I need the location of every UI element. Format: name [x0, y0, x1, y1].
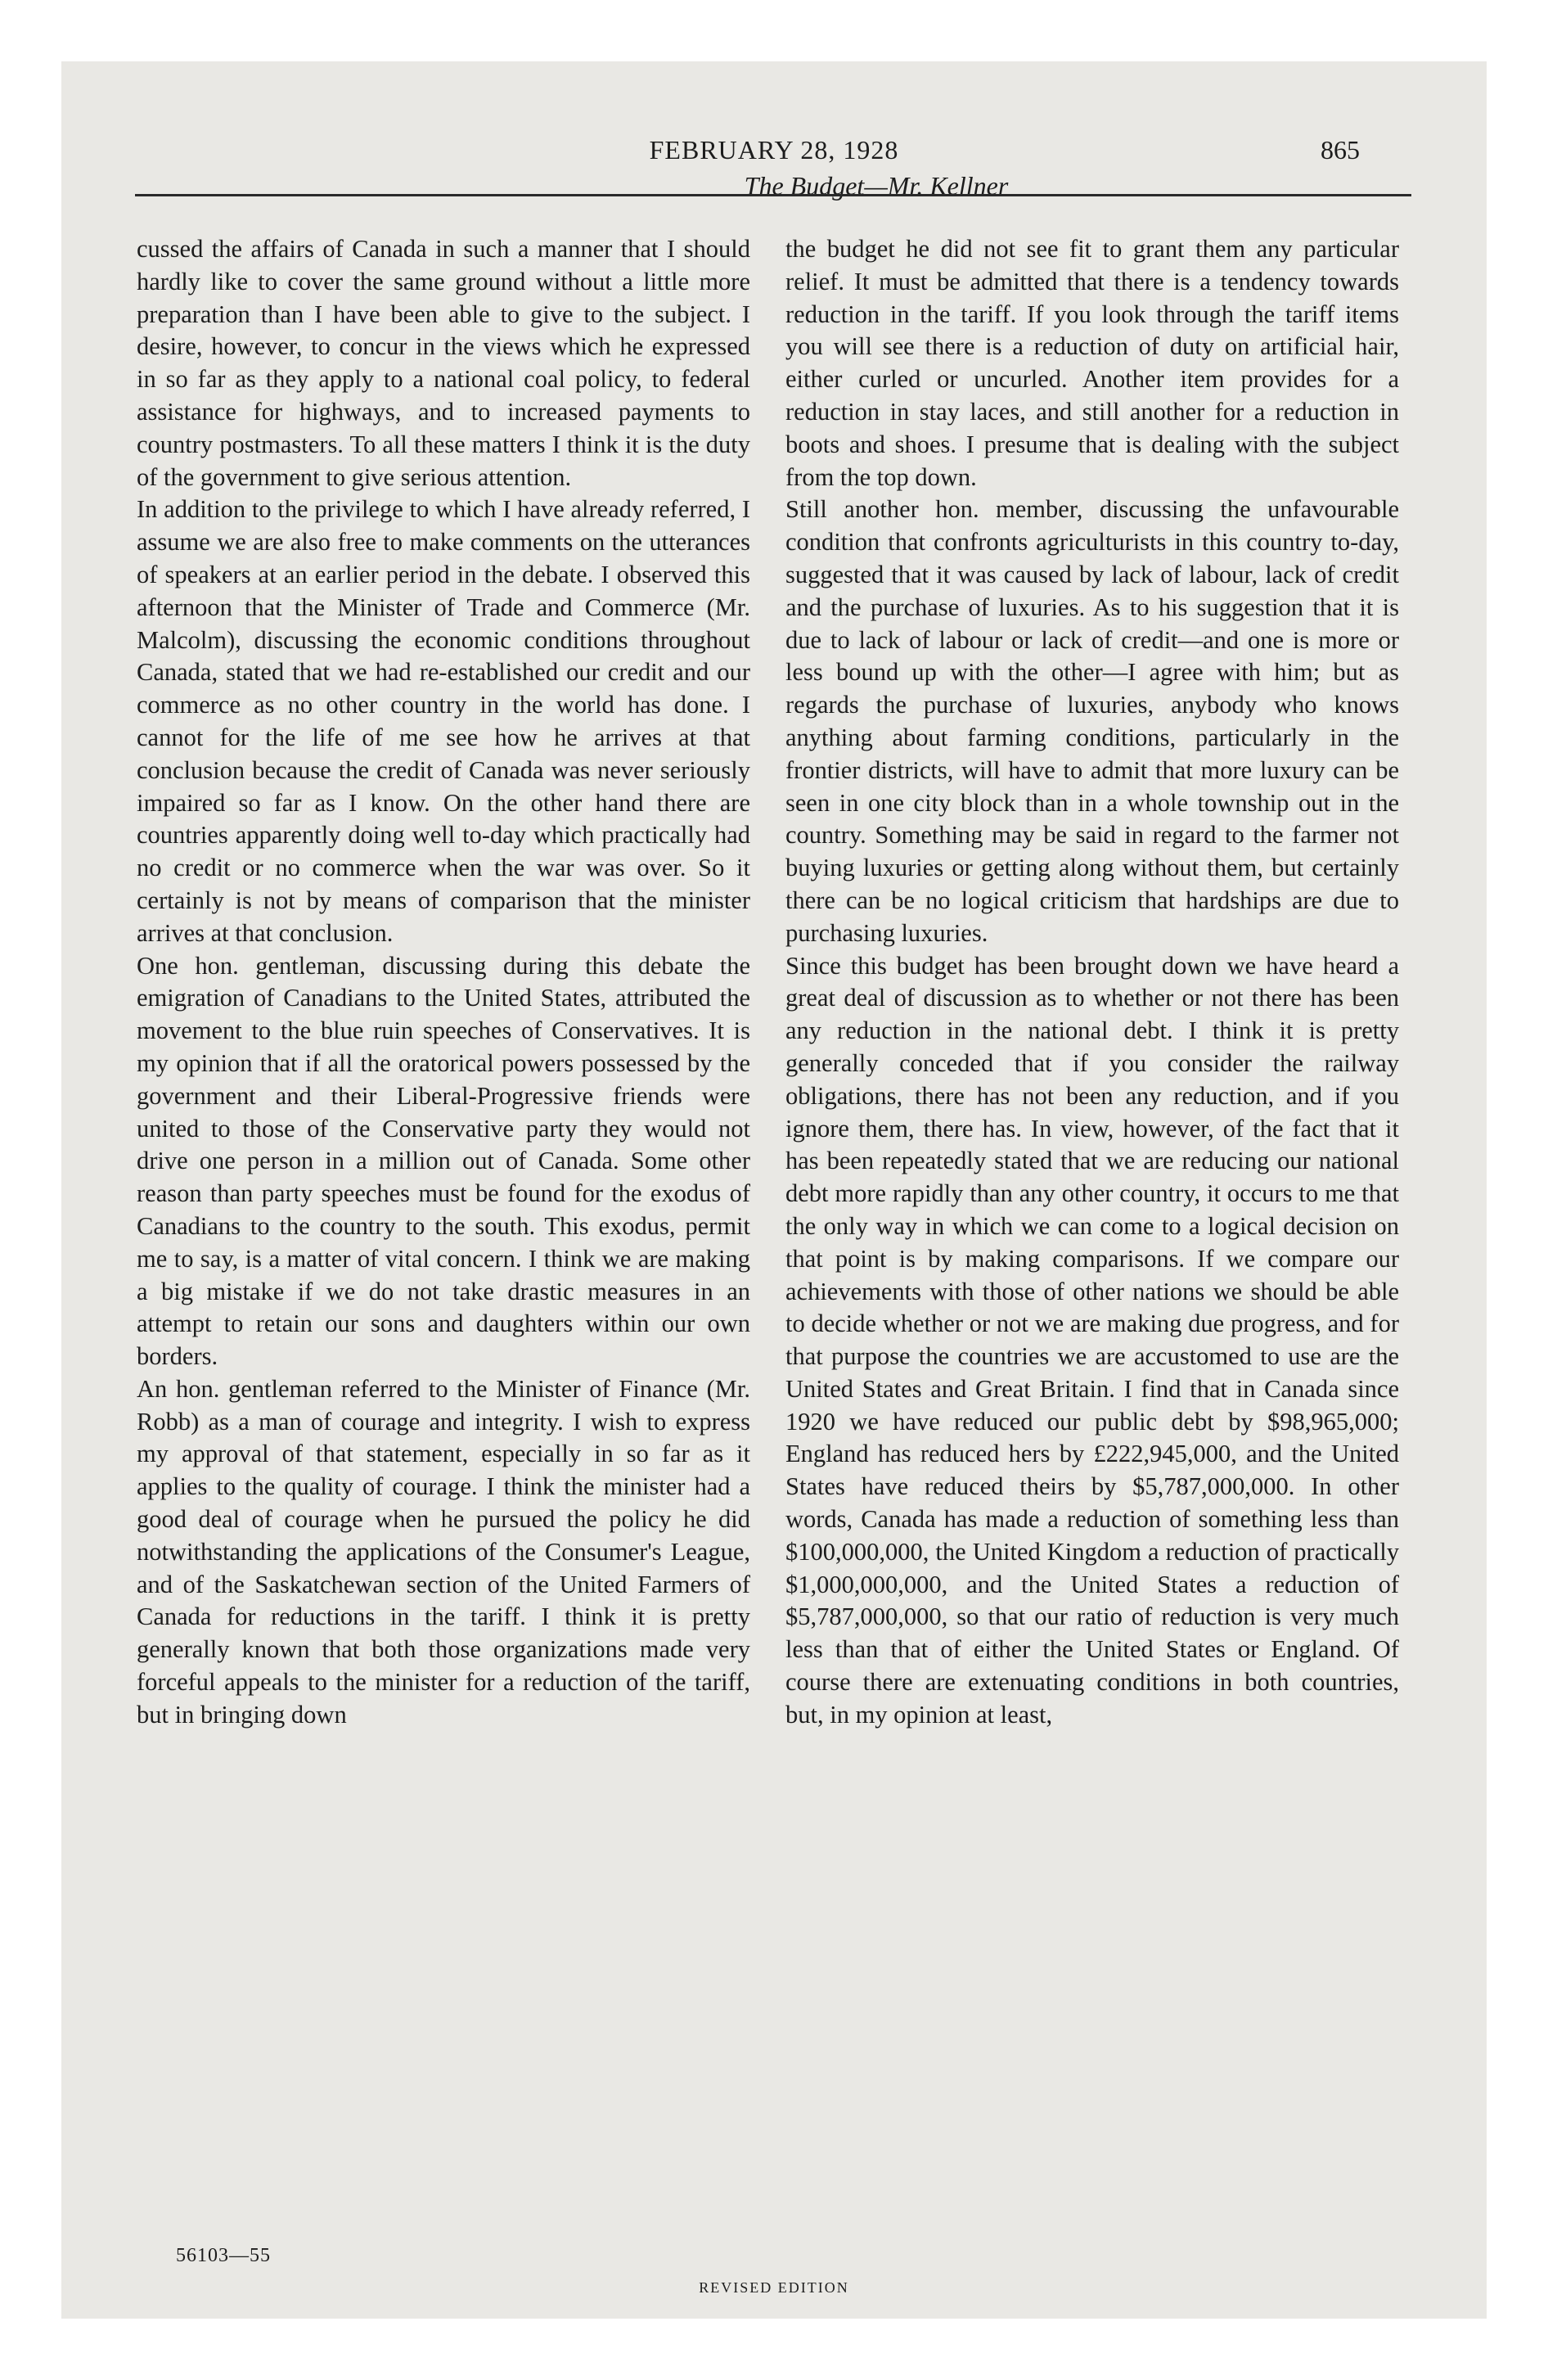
left-column	[137, 233, 750, 1732]
header-date: FEBRUARY 28, 1928	[649, 135, 899, 165]
edition-label: REVISED EDITION	[699, 2279, 849, 2296]
paragraph: In addition to the privilege to which I have already referred, I assume we are also free to make comments on the utterances of speakers at an earlier period in the debate. I observed this afternoon that the Minister of Trade and Commerce (Mr. Malcolm), discussing the economic conditions throughout Canada, stated that we had re-established our credit and our commerce as no other country in the world has done. I cannot for the life of me see how he arrives at that conclusion because the credit of Canada was never seriously impaired so far as I know. On the other hand there are countries apparently doing well to-day which practically had no credit or no commerce when the war was over. So it certainly is not by means of comparison that the minister arrives at that conclusion.	[137, 495, 750, 947]
paragraph: One hon. gentleman, discussing during this debate the emigration of Canadians to the United States, attributed the movement to the blue ruin speeches of Conservatives. It is my opinion that if all the oratorical powers possessed by the government and their Liberal-Progressive friends were united to those of the Conservative party they would not drive one person in a million out of Canada. Some other reason than party speeches must be found for the exodus of Canadians to the country to the south. This exodus, permit me to say, is a matter of vital concern. I think we are making a big mistake if we do not take drastic measures in an attempt to retain our sons and daughters within our own borders.	[137, 951, 750, 1371]
right-column	[785, 233, 1399, 1732]
header-subtitle: The Budget—Mr. Kellner	[744, 171, 1009, 201]
paragraph: cussed the affairs of Canada in such a manner that I should hardly like to cover the same ground without a little more preparation than I have been able to give to the subject. I desire, however, to concur in the views which he expressed in so far as they apply to a national coal policy, to federal assistance for highways, and to increased payments to country postmasters. To all these matters I think it is the duty of the government to give serious attention.	[137, 235, 750, 491]
paragraph: Since this budget has been brought down we have heard a great deal of discussion as to whether or not there has been any reduction in the national debt. I think it is pretty generally conceded that if you consider the railway obligations, there has not been any reduction, and if you ignore them, there has. In view, however, of the fact that it has been repeatedly stated that we are reducing our national debt more rapidly than any other country, it occurs to me that the only way in which we can come to a logical decision on that point is by making comparisons. If we compare our achievements with those of other nations we should be able to decide whether or not we are making due progress, and for that purpose the countries we are accustomed to use are the United States and Great Britain. I find that in Canada since 1920 we have reduced our public debt by $98,965,000; England has reduced hers by £222,945,000, and the United States have reduced theirs by $5,787,000,000. In other words, Canada has made a reduction of something less than $100,000,000, the United Kingdom a reduction of practically $1,000,000,000, and the United States a reduction of $5,787,000,000, so that our ratio of reduction is very much less than that of either the United States or England. Of course there are extenuating conditions in both countries, but, in my opinion at least,	[785, 951, 1399, 1729]
header-page-number: 865	[1321, 135, 1360, 165]
page-header	[61, 135, 1487, 233]
document-page	[61, 61, 1487, 2319]
signature-mark: 56103—55	[176, 2245, 271, 2266]
paragraph: the budget he did not see fit to grant them any particular relief. It must be admitted that there is a tendency towards reduction in the tariff. If you look through the tariff items you will see there is a reduction of duty on artificial hair, either curled or uncurled. Another item provides for a reduction in stay laces, and still another for a reduction in boots and shoes. I presume that is dealing with the subject from the top down.	[785, 235, 1399, 491]
paragraph: An hon. gentleman referred to the Minister of Finance (Mr. Robb) as a man of courage and integrity. I wish to express my approval of that statement, especially in so far as it applies to the quality of courage. I think the minister had a good deal of courage when he pursued the policy he did notwithstanding the applications of the Consumer's League, and of the Saskatchewan section of the United Farmers of Canada for reductions in the tariff. I think it is pretty generally known that both those organizations made very forceful appeals to the minister for a reduction of the tariff, but in bringing down	[137, 1374, 750, 1729]
header-rule	[135, 194, 1411, 196]
paragraph: Still another hon. member, discussing the unfavourable condition that confronts agriculturists in this country to-day, suggested that it was caused by lack of labour, lack of credit and the purchase of luxuries. As to his suggestion that it is due to lack of labour or lack of credit—and one is more or less bound up with the other—I agree with him; but as regards the purchase of luxuries, anybody who knows anything about farming conditions, particularly in the frontier districts, will have to admit that more luxury can be seen in one city block than in a whole township out in the country. Something may be said in regard to the farmer not buying luxuries or getting along without them, but certainly there can be no logical criticism that hardships are due to purchasing luxuries.	[785, 495, 1399, 947]
